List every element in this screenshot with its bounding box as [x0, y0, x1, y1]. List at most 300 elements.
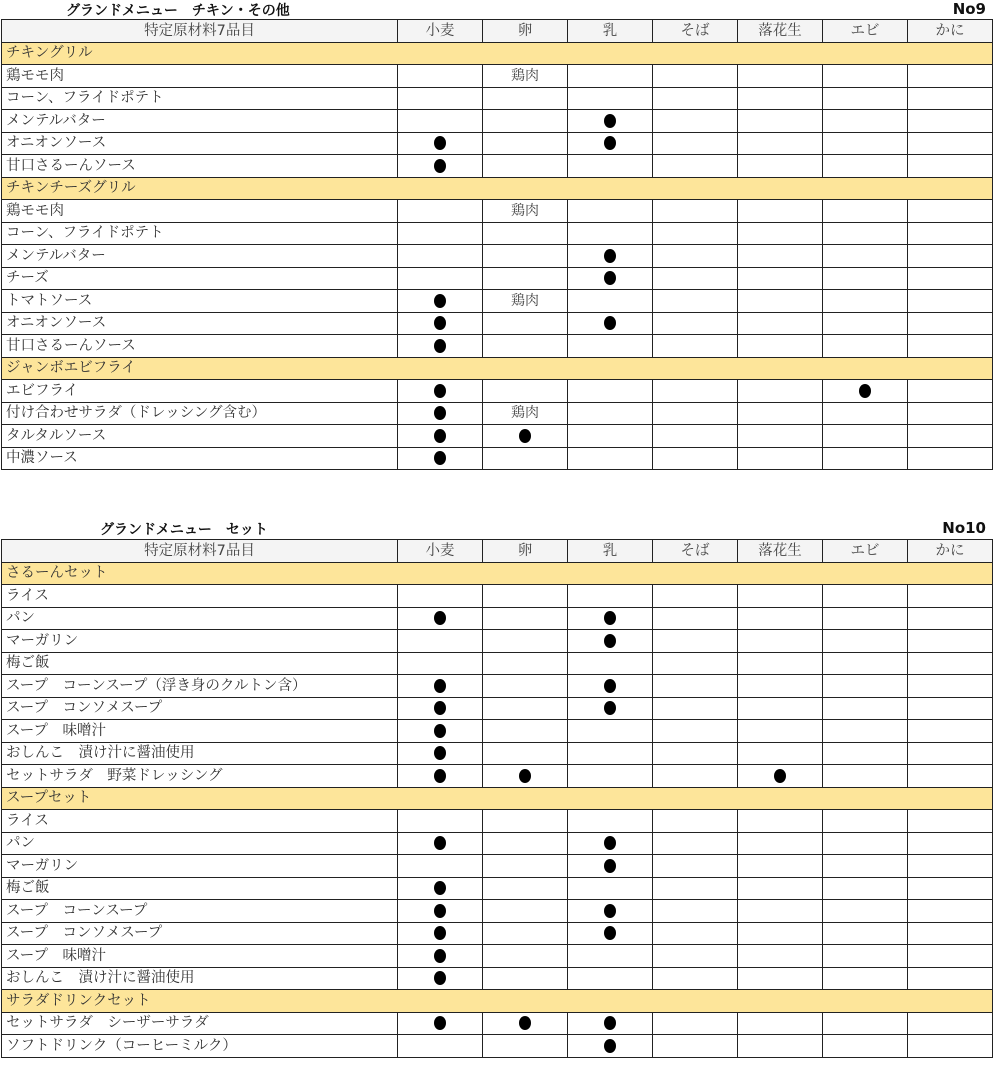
- allergen-cell: [908, 87, 993, 110]
- allergen-cell: [823, 222, 908, 245]
- allergen-cell: [908, 402, 993, 425]
- table-row: [2, 877, 993, 900]
- allergen-cell: [568, 675, 653, 698]
- allergen-cell: [483, 810, 568, 833]
- allergen-cell: [483, 425, 568, 448]
- allergen-cell: [568, 110, 653, 133]
- allergen-cell: [823, 155, 908, 178]
- ingredient-name: マーガリン: [2, 855, 398, 878]
- allergen-cell: [908, 810, 993, 833]
- allergen-cell: [483, 765, 568, 788]
- allergen-cell: [653, 877, 738, 900]
- contains-dot-icon: [434, 926, 446, 940]
- allergen-cell: [568, 967, 653, 990]
- contains-dot-icon: [604, 634, 616, 648]
- allergen-cell: [653, 967, 738, 990]
- allergen-cell: [823, 720, 908, 743]
- allergen-cell: [568, 200, 653, 223]
- allergen-cell: [908, 425, 993, 448]
- allergen-cell: [823, 967, 908, 990]
- table-row: [2, 132, 993, 155]
- allergen-cell: [398, 110, 483, 133]
- column-header-wheat: 小麦: [398, 20, 483, 43]
- allergen-cell: [653, 630, 738, 653]
- table-row: [2, 967, 993, 990]
- table-row: [2, 155, 993, 178]
- allergen-cell: [653, 652, 738, 675]
- table-row: [2, 832, 993, 855]
- allergen-cell: [568, 402, 653, 425]
- allergen-cell: [653, 335, 738, 358]
- allergen-cell: [823, 87, 908, 110]
- contains-dot-icon: [434, 971, 446, 985]
- allergen-cell: [653, 585, 738, 608]
- contains-dot-icon: [774, 769, 786, 783]
- column-header-milk: 乳: [568, 540, 653, 563]
- allergen-cell: [568, 132, 653, 155]
- contains-dot-icon: [604, 316, 616, 330]
- ingredient-name: メンテルバター: [2, 110, 398, 133]
- table-row: [2, 245, 993, 268]
- allergen-cell: [653, 855, 738, 878]
- allergen-cell: [653, 87, 738, 110]
- allergen-cell: [398, 630, 483, 653]
- menu-group-label: チキンチーズグリル: [2, 177, 993, 200]
- allergen-cell: [908, 290, 993, 313]
- ingredient-name: 鶏モモ肉: [2, 65, 398, 88]
- allergen-cell: [908, 110, 993, 133]
- allergen-cell: [653, 222, 738, 245]
- allergen-cell: [908, 607, 993, 630]
- allergen-cell: [568, 87, 653, 110]
- allergen-cell: [738, 267, 823, 290]
- ingredient-name: パン: [2, 832, 398, 855]
- contains-dot-icon: [604, 611, 616, 625]
- allergen-cell: [398, 675, 483, 698]
- allergen-cell: [738, 765, 823, 788]
- ingredient-name: オニオンソース: [2, 132, 398, 155]
- allergen-cell: [398, 607, 483, 630]
- table-row: [2, 1012, 993, 1035]
- allergen-cell: [908, 945, 993, 968]
- allergen-cell: [738, 290, 823, 313]
- allergen-cell: [653, 132, 738, 155]
- allergen-cell: [568, 832, 653, 855]
- allergen-cell: [653, 720, 738, 743]
- contains-dot-icon: [434, 339, 446, 353]
- menu-group-row: [2, 357, 993, 380]
- ingredient-name: スープ コーンスープ（浮き身のクルトン含）: [2, 675, 398, 698]
- allergen-cell: [738, 855, 823, 878]
- allergen-cell: [738, 675, 823, 698]
- allergen-cell: 鶏肉: [483, 290, 568, 313]
- sheet-title: グランドメニュー チキン・その他: [66, 3, 290, 19]
- contains-dot-icon: [434, 701, 446, 715]
- allergen-cell: [908, 267, 993, 290]
- allergen-cell: [483, 335, 568, 358]
- sheet-title-row-1: [0, 0, 994, 20]
- allergen-cell: [738, 155, 823, 178]
- allergen-cell: [738, 697, 823, 720]
- allergen-cell: [738, 720, 823, 743]
- ingredient-name: エビフライ: [2, 380, 398, 403]
- table-row: [2, 222, 993, 245]
- allergen-cell: [908, 132, 993, 155]
- allergen-cell: [738, 222, 823, 245]
- column-header-crab: かに: [908, 540, 993, 563]
- column-header-ingredient: 特定原材料7品目: [2, 20, 398, 43]
- allergen-cell: [738, 630, 823, 653]
- allergen-cell: [398, 652, 483, 675]
- column-header-buckwheat: そば: [653, 540, 738, 563]
- table-row: [2, 290, 993, 313]
- menu-group-label: スープセット: [2, 787, 993, 810]
- ingredient-name: スープ コーンスープ: [2, 900, 398, 923]
- table-row: [2, 312, 993, 335]
- allergen-cell: [823, 765, 908, 788]
- table-row: [2, 855, 993, 878]
- allergen-cell: [483, 380, 568, 403]
- allergen-cell: [653, 155, 738, 178]
- allergen-cell: [738, 742, 823, 765]
- allergen-cell: [908, 765, 993, 788]
- ingredient-name: ライス: [2, 810, 398, 833]
- allergen-cell: [738, 447, 823, 470]
- allergen-cell: [483, 87, 568, 110]
- allergen-cell: [823, 402, 908, 425]
- contains-dot-icon: [434, 746, 446, 760]
- ingredient-name: タルタルソース: [2, 425, 398, 448]
- column-header-wheat: 小麦: [398, 540, 483, 563]
- allergen-cell: [568, 245, 653, 268]
- allergen-cell: [738, 652, 823, 675]
- table-row: [2, 1035, 993, 1058]
- allergen-cell: [653, 742, 738, 765]
- table-row: [2, 110, 993, 133]
- ingredient-name: パン: [2, 607, 398, 630]
- allergen-cell: 鶏肉: [483, 200, 568, 223]
- allergen-cell: [823, 742, 908, 765]
- allergen-cell: [823, 335, 908, 358]
- allergen-cell: [738, 110, 823, 133]
- allergen-cell: [653, 765, 738, 788]
- ingredient-name: 梅ご飯: [2, 652, 398, 675]
- allergen-cell: [908, 312, 993, 335]
- column-header-shrimp: エビ: [823, 540, 908, 563]
- allergen-cell: [653, 245, 738, 268]
- allergen-cell: [398, 290, 483, 313]
- allergen-cell: [568, 922, 653, 945]
- allergen-cell: [908, 967, 993, 990]
- allergen-cell: [568, 765, 653, 788]
- allergen-cell: [653, 380, 738, 403]
- contains-dot-icon: [434, 406, 446, 420]
- sheet-number: No10: [942, 519, 986, 537]
- allergen-cell: [738, 900, 823, 923]
- allergen-cell: [908, 200, 993, 223]
- allergen-cell: [908, 380, 993, 403]
- allergen-cell: [908, 922, 993, 945]
- ingredient-name: ライス: [2, 585, 398, 608]
- allergen-cell: [483, 922, 568, 945]
- allergen-cell: [398, 380, 483, 403]
- contains-dot-icon: [434, 724, 446, 738]
- allergen-cell: [398, 765, 483, 788]
- ingredient-name: メンテルバター: [2, 245, 398, 268]
- allergen-cell: [823, 877, 908, 900]
- ingredient-name: チーズ: [2, 267, 398, 290]
- allergen-cell: [908, 855, 993, 878]
- column-header-ingredient: 特定原材料7品目: [2, 540, 398, 563]
- allergen-cell: [483, 1035, 568, 1058]
- allergen-cell: [653, 425, 738, 448]
- contains-dot-icon: [604, 926, 616, 940]
- sheet-title: グランドメニュー セット: [100, 522, 268, 538]
- allergen-cell: [823, 200, 908, 223]
- table-row: [2, 447, 993, 470]
- contains-dot-icon: [859, 384, 871, 398]
- contains-dot-icon: [434, 611, 446, 625]
- allergen-cell: [483, 110, 568, 133]
- allergen-cell: [738, 132, 823, 155]
- allergen-cell: [483, 697, 568, 720]
- allergen-cell: [483, 832, 568, 855]
- allergen-cell: [908, 675, 993, 698]
- allergen-cell: [908, 832, 993, 855]
- allergen-cell: [823, 132, 908, 155]
- contains-dot-icon: [434, 429, 446, 443]
- ingredient-name: 甘口さるーんソース: [2, 155, 398, 178]
- allergen-cell: [738, 335, 823, 358]
- table-row: [2, 900, 993, 923]
- allergen-cell: [653, 810, 738, 833]
- allergen-cell: [568, 335, 653, 358]
- allergen-cell: [823, 855, 908, 878]
- allergen-cell: [398, 1012, 483, 1035]
- table-row: [2, 652, 993, 675]
- table-row: [2, 402, 993, 425]
- allergen-cell: [568, 447, 653, 470]
- allergen-cell: [568, 1012, 653, 1035]
- allergen-cell: [568, 607, 653, 630]
- contains-dot-icon: [434, 904, 446, 918]
- allergen-cell: [653, 200, 738, 223]
- allergen-cell: [823, 900, 908, 923]
- ingredient-name: セットサラダ シーザーサラダ: [2, 1012, 398, 1035]
- allergen-cell: [738, 945, 823, 968]
- allergen-cell: [653, 267, 738, 290]
- allergen-cell: [568, 652, 653, 675]
- allergen-cell: [483, 447, 568, 470]
- contains-dot-icon: [604, 679, 616, 693]
- allergen-cell: [483, 155, 568, 178]
- allergen-cell: [653, 290, 738, 313]
- allergen-cell: [568, 900, 653, 923]
- ingredient-name: おしんこ 漬け汁に醤油使用: [2, 967, 398, 990]
- allergen-cell: [653, 922, 738, 945]
- allergen-cell: [908, 585, 993, 608]
- allergen-cell: [568, 630, 653, 653]
- allergen-cell: [908, 697, 993, 720]
- allergen-cell: [908, 222, 993, 245]
- allergen-cell: [653, 447, 738, 470]
- allergen-cell: [483, 900, 568, 923]
- allergen-cell: [483, 1012, 568, 1035]
- contains-dot-icon: [434, 769, 446, 783]
- menu-group-label: サラダドリンクセット: [2, 990, 993, 1013]
- allergen-cell: [823, 290, 908, 313]
- menu-group-label: さるーんセット: [2, 562, 993, 585]
- table-row: [2, 630, 993, 653]
- allergen-cell: [738, 967, 823, 990]
- contains-dot-icon: [604, 136, 616, 150]
- contains-dot-icon: [604, 1016, 616, 1030]
- allergen-cell: [568, 222, 653, 245]
- allergen-cell: [823, 65, 908, 88]
- allergen-cell: [568, 697, 653, 720]
- contains-dot-icon: [434, 384, 446, 398]
- allergen-cell: [398, 222, 483, 245]
- allergen-cell: [568, 65, 653, 88]
- allergen-table-no10: [1, 539, 993, 1058]
- allergen-cell: [483, 945, 568, 968]
- contains-dot-icon: [604, 114, 616, 128]
- ingredient-name: スープ コンソメスープ: [2, 922, 398, 945]
- menu-group-label: ジャンボエビフライ: [2, 357, 993, 380]
- allergen-cell: [823, 380, 908, 403]
- allergen-cell: [483, 267, 568, 290]
- allergen-cell: [568, 312, 653, 335]
- contains-dot-icon: [434, 881, 446, 895]
- allergen-cell: [908, 652, 993, 675]
- allergen-cell: [398, 922, 483, 945]
- allergen-cell: [653, 312, 738, 335]
- allergen-cell: [398, 312, 483, 335]
- contains-dot-icon: [604, 1039, 616, 1053]
- allergen-cell: [738, 607, 823, 630]
- allergen-cell: [398, 720, 483, 743]
- allergen-cell: [738, 585, 823, 608]
- allergen-cell: [823, 922, 908, 945]
- allergen-cell: [823, 312, 908, 335]
- allergen-cell: [908, 900, 993, 923]
- allergen-cell: [568, 267, 653, 290]
- allergen-cell: [823, 245, 908, 268]
- allergen-cell: [398, 132, 483, 155]
- column-header-egg: 卵: [483, 20, 568, 43]
- allergen-cell: [398, 402, 483, 425]
- allergen-cell: [908, 1012, 993, 1035]
- allergen-cell: [398, 155, 483, 178]
- table-row: [2, 267, 993, 290]
- allergen-cell: [823, 1035, 908, 1058]
- table-row: [2, 697, 993, 720]
- allergen-cell: [653, 675, 738, 698]
- allergen-cell: [398, 65, 483, 88]
- allergen-cell: [823, 652, 908, 675]
- allergen-cell: [653, 945, 738, 968]
- allergen-cell: [398, 945, 483, 968]
- allergen-cell: [653, 1035, 738, 1058]
- ingredient-name: コーン、フライドポテト: [2, 222, 398, 245]
- allergen-cell: [483, 222, 568, 245]
- table-header-row: [2, 20, 993, 43]
- allergen-cell: [823, 607, 908, 630]
- allergen-cell: [483, 855, 568, 878]
- allergen-cell: [823, 675, 908, 698]
- contains-dot-icon: [434, 836, 446, 850]
- allergen-cell: [653, 832, 738, 855]
- menu-group-row: [2, 562, 993, 585]
- ingredient-name: 甘口さるーんソース: [2, 335, 398, 358]
- table-row: [2, 425, 993, 448]
- allergen-cell: [398, 742, 483, 765]
- allergen-cell: [653, 110, 738, 133]
- allergen-cell: [738, 200, 823, 223]
- ingredient-name: セットサラダ 野菜ドレッシング: [2, 765, 398, 788]
- table-row: [2, 607, 993, 630]
- table-row: [2, 720, 993, 743]
- column-header-shrimp: エビ: [823, 20, 908, 43]
- ingredient-name: スープ 味噌汁: [2, 720, 398, 743]
- allergen-cell: [653, 402, 738, 425]
- allergen-cell: [398, 245, 483, 268]
- ingredient-name: おしんこ 漬け汁に醤油使用: [2, 742, 398, 765]
- allergen-cell: [483, 675, 568, 698]
- allergen-cell: [823, 585, 908, 608]
- table-row: [2, 810, 993, 833]
- allergen-cell: [568, 1035, 653, 1058]
- allergen-cell: [483, 245, 568, 268]
- contains-dot-icon: [434, 1016, 446, 1030]
- allergen-cell: [568, 720, 653, 743]
- ingredient-name: マーガリン: [2, 630, 398, 653]
- ingredient-name: 梅ご飯: [2, 877, 398, 900]
- allergen-cell: [568, 742, 653, 765]
- allergen-cell: [398, 697, 483, 720]
- table-row: [2, 335, 993, 358]
- menu-group-row: [2, 787, 993, 810]
- allergen-cell: [738, 380, 823, 403]
- column-header-milk: 乳: [568, 20, 653, 43]
- allergen-cell: [823, 630, 908, 653]
- allergen-cell: [738, 1035, 823, 1058]
- allergen-cell: [653, 900, 738, 923]
- ingredient-name: ソフトドリンク（コーヒーミルク）: [2, 1035, 398, 1058]
- allergen-cell: 鶏肉: [483, 65, 568, 88]
- allergen-cell: [908, 65, 993, 88]
- table-row: [2, 585, 993, 608]
- allergen-cell: [738, 402, 823, 425]
- contains-dot-icon: [434, 136, 446, 150]
- contains-dot-icon: [519, 769, 531, 783]
- allergen-cell: [653, 65, 738, 88]
- allergen-cell: [398, 335, 483, 358]
- allergen-cell: [908, 742, 993, 765]
- ingredient-name: コーン、フライドポテト: [2, 87, 398, 110]
- allergen-cell: [738, 425, 823, 448]
- contains-dot-icon: [434, 294, 446, 308]
- column-header-buckwheat: そば: [653, 20, 738, 43]
- contains-dot-icon: [434, 451, 446, 465]
- contains-dot-icon: [604, 271, 616, 285]
- contains-dot-icon: [604, 904, 616, 918]
- table-header-row: [2, 540, 993, 563]
- allergen-cell: [398, 585, 483, 608]
- contains-dot-icon: [519, 1016, 531, 1030]
- allergen-cell: [398, 425, 483, 448]
- table-row: [2, 945, 993, 968]
